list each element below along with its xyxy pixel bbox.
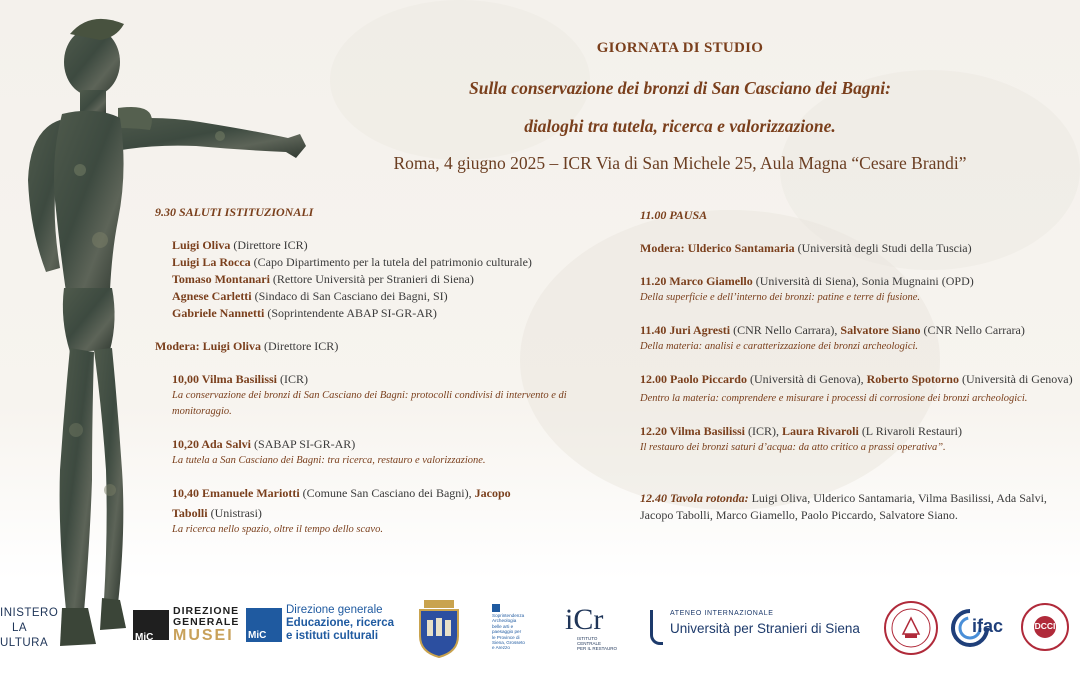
talk-speaker: 10,20 Ada Salvi (172, 437, 252, 451)
direzione-educazione-logo: MiC Direzione generale Educazione, ricerca e istituti culturali (248, 604, 395, 642)
talk-speaker: 12.20 Vilma Basilissi (640, 424, 746, 438)
round-table (640, 490, 1070, 524)
greetings-title: 9.30 SALUTI ISTITUZIONALI (155, 205, 314, 219)
greeting-item (172, 237, 615, 254)
talk-affiliation-2: (L Rivaroli Restauri) (858, 424, 963, 438)
talk-affiliation-2: (CNR Nello Carrara) (920, 323, 1025, 337)
talk-block (640, 423, 1080, 456)
talk-block (155, 436, 615, 469)
talk-affiliation: (ICR), (745, 424, 783, 438)
greeting-role: (Sindaco di San Casciano dei Bagni, SI) (251, 289, 448, 303)
logos-strip (0, 598, 1080, 663)
event-type: GIORNATA DI STUDIO (596, 40, 764, 56)
greeting-name: Gabriele Nannetti (172, 306, 265, 320)
greetings-list (155, 237, 615, 322)
moderator-line (155, 338, 615, 355)
talk-description: Della materia: analisi e caratterizzazione dei bronzi archeologici. (640, 341, 919, 352)
talk-speaker-2: Salvatore Siano (840, 323, 921, 337)
program-left-column (155, 204, 615, 538)
dcci-logo: DCCI (1020, 602, 1070, 652)
unistrasi-icon (650, 610, 663, 645)
soprintendenza-logo: Soprintendenza Archeologia belle arti e paesaggio per le Province di Siena, Grosseto e Arezzo (492, 604, 552, 651)
unistrasi-logo: ATENEO INTERNAZIONALE Università per Stranieri di Siena (650, 610, 880, 644)
event-header (300, 38, 1060, 191)
program-right-column (640, 207, 1080, 524)
moderator-role: (Università degli Studi della Tuscia) (794, 241, 972, 255)
greeting-role: (Soprintendente ABAP SI-GR-AR) (264, 306, 437, 320)
ministero-logo: INISTERO LA ULTURA (0, 607, 59, 649)
talk-block (640, 273, 1080, 306)
talk-description: Dentro la materia: comprendere e misurare i processi di corrosione dei bronzi archeologici. (640, 393, 1028, 404)
greeting-item (172, 305, 615, 322)
moderator-name: Modera: Luigi Oliva (155, 339, 261, 353)
talk-affiliation-2: (Unistrasi) (207, 506, 262, 520)
talk-affiliation: (ICR) (277, 372, 309, 386)
talk-speaker-2: Laura Rivaroli (782, 424, 859, 438)
round-table-participants: Luigi Oliva, Ulderico Santamaria, Vilma Basilissi, Ada Salvi, Jacopo Tabolli, Marco Giamello, Paolo Piccardo, Salvatore Siano. (640, 491, 1047, 522)
greeting-role: (Direttore ICR) (230, 238, 308, 252)
talk-speaker-2: Jacopo (474, 486, 511, 500)
talk-speaker: 11.40 Juri Agresti (640, 323, 731, 337)
pause-title: 11.00 PAUSA (640, 208, 708, 222)
talk-block (155, 371, 615, 420)
talk-block (640, 322, 1080, 355)
direzione-musei-logo: MiC DIREZIONE GENERALE MUSEI (135, 605, 240, 644)
ifac-logo: ifac (950, 608, 1016, 648)
university-seal-icon (883, 600, 939, 656)
talk-description: La conservazione dei bronzi di San Casciano dei Bagni: protocolli condivisi di intervento e di monitoraggio. (172, 390, 567, 417)
greeting-name: Agnese Carletti (172, 289, 252, 303)
talk-speaker: 11.20 Marco Giamello (640, 274, 753, 288)
comune-crest-icon (418, 600, 460, 658)
round-table-title: 12.40 Tavola rotonda: (640, 491, 749, 505)
soprintendenza-icon (492, 604, 500, 612)
greeting-name: Luigi La Rocca (172, 255, 251, 269)
event-place-date: Roma, 4 giugno 2025 – ICR Via di San Michele 25, Aula Magna “Cesare Brandi” (393, 153, 967, 173)
talk-description: Della superficie e dell’interno dei bronzi: patine e terre di fusione. (640, 292, 921, 303)
talk-block (640, 371, 1075, 407)
talk-affiliation: (Università di Genova), (746, 372, 867, 386)
greeting-item (172, 271, 615, 288)
talk-speaker: 12.00 Paolo Piccardo (640, 372, 747, 386)
event-title-line1: Sulla conservazione dei bronzi di San Casciano dei Bagni: (468, 78, 891, 98)
icr-logo: iCr ISTITUTO CENTRALE PER IL RESTAURO (565, 603, 618, 651)
talk-affiliation: (Comune San Casciano dei Bagni), (299, 486, 475, 500)
talk-speaker-2: Roberto Spotorno (866, 372, 959, 386)
talk-speaker: 10,40 Emanuele Mariotti (172, 486, 300, 500)
talk-speaker: 10,00 Vilma Basilissi (172, 372, 278, 386)
talk-affiliation: (SABAP SI-GR-AR) (251, 437, 356, 451)
talk-block (155, 485, 615, 538)
greeting-item (172, 254, 615, 271)
greeting-role: (Capo Dipartimento per la tutela del patrimonio culturale) (250, 255, 532, 269)
greeting-name: Tomaso Montanari (172, 272, 270, 286)
talk-affiliation: (CNR Nello Carrara), (730, 323, 841, 337)
talk-speaker-2-surname: Tabolli (172, 506, 208, 520)
talk-description: La tutela a San Casciano dei Bagni: tra ricerca, restauro e valorizzazione. (172, 455, 486, 466)
moderator-role: (Direttore ICR) (261, 339, 339, 353)
talk-description: La ricerca nello spazio, oltre il tempo dello scavo. (172, 524, 383, 535)
moderator-name: Modera: Ulderico Santamaria (640, 241, 795, 255)
greeting-role: (Rettore Università per Stranieri di Siena) (269, 272, 474, 286)
greeting-name: Luigi Oliva (172, 238, 231, 252)
event-title-line2: dialoghi tra tutela, ricerca e valorizzazione. (524, 116, 836, 136)
greeting-item (172, 288, 615, 305)
talk-description: Il restauro dei bronzi saturi d’acqua: da atto critico a prassi operativa”. (640, 442, 946, 453)
talk-affiliation: (Università di Siena), Sonia Mugnaini (OPD) (752, 274, 974, 288)
moderator-line (640, 240, 1080, 257)
talk-affiliation-2: (Università di Genova) (958, 372, 1073, 386)
